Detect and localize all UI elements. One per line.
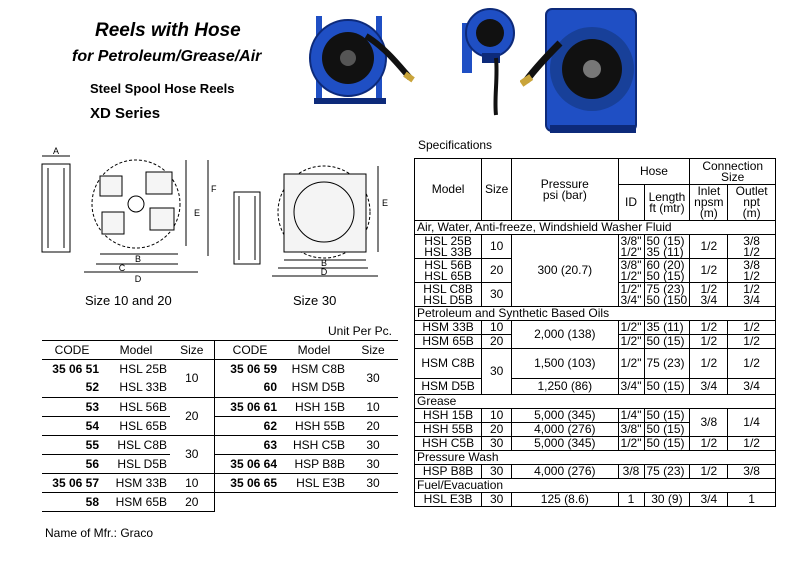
dim-label-e-30: E <box>382 198 389 208</box>
code-cell: 35 06 64 <box>220 455 280 474</box>
diagram-size-30 <box>228 156 398 286</box>
table-row: HSL 25B HSL 33B 10 300 (20.7) 3/8" 1/2" 50 (15) 35 (11) 1/2 3/8 1/2 <box>415 235 776 259</box>
model-cell: HSM C8B <box>291 361 345 376</box>
section-row <box>415 395 776 409</box>
table-row: HSM D5B 1,250 (86) 3/4" 50 (15) 3/4 3/4 <box>415 379 776 395</box>
manufacturer-note: Name of Mfr.: Graco <box>45 526 154 540</box>
model-cell: HSM 65B <box>102 493 170 512</box>
model-cell: HSL D5B <box>102 455 170 474</box>
unit-note: Unit Per Pc. <box>328 324 393 338</box>
code-cell: 58 <box>42 493 102 512</box>
model-cell: HSH 55B <box>280 417 348 436</box>
code-cell: 63 <box>220 436 280 455</box>
col-header-size-2: Size <box>348 341 398 360</box>
spec-table <box>414 158 776 507</box>
model-cell: HSP B8B <box>280 455 348 474</box>
model-cell: HSL 56B <box>102 398 170 417</box>
spec-header-outlet: Outlet npt (m) <box>728 185 776 221</box>
code-cell: 35 06 57 <box>42 474 102 493</box>
size-cell: 10 <box>348 398 398 417</box>
code-cell: 54 <box>42 417 102 436</box>
spec-header-row <box>415 159 776 185</box>
table-row: HSM 65B 20 1/2" 50 (15) 1/2 1/2 <box>415 335 776 349</box>
table-row: HSL C8B HSL D5B 30 1/2" 3/4" 75 (23) 50 (150 1/2 3/4 1/2 3/4 <box>415 283 776 307</box>
table-row <box>42 417 398 436</box>
size-cell: 10 <box>170 360 214 398</box>
section-grease: Grease <box>415 395 776 409</box>
series-label: XD Series <box>90 105 161 122</box>
section-air: Air, Water, Anti-freeze, Windshield Washer Fluid <box>415 221 776 235</box>
product-line: Steel Spool Hose Reels <box>90 81 235 96</box>
code-cell: 35 06 65 <box>220 474 280 493</box>
section-row <box>415 221 776 235</box>
dim-label-d: D <box>134 274 142 284</box>
table-row: HSM 33B 10 2,000 (138) 1/2" 35 (11) 1/2 1/2 <box>415 321 776 335</box>
size-cell: 20 <box>348 417 398 436</box>
table-row <box>42 398 398 417</box>
model-cell: HSL E3B <box>280 474 348 493</box>
codes-table <box>42 340 398 512</box>
table-row <box>42 379 398 398</box>
size-cell: 30 <box>348 360 398 398</box>
dim-label-e: E <box>194 208 201 218</box>
col-header-model: Model <box>102 341 170 360</box>
dim-label-d-30: D <box>320 267 328 277</box>
spec-header-connection: Connection Size <box>690 159 776 185</box>
table-row: HSL 56B HSL 65B 20 3/8" 1/2" 60 (20) 50 (15) 1/2 3/8 1/2 <box>415 259 776 283</box>
model-cell: HSL 33B <box>102 379 170 398</box>
dim-label-c: C <box>118 263 126 273</box>
table-row: HSP B8B 30 4,000 (276) 3/8 75 (23) 1/2 3/8 <box>415 465 776 479</box>
model-cell: HSL 25B <box>119 361 167 376</box>
codes-header-row <box>42 341 398 360</box>
model-cell: HSM D5B <box>280 379 348 398</box>
code-cell: 55 <box>42 436 102 455</box>
spec-title: Specifications <box>418 138 493 152</box>
page-subtitle: for Petroleum/Grease/Air <box>72 48 262 65</box>
page-title: Reels with Hose <box>95 20 241 41</box>
col-header-size: Size <box>170 341 214 360</box>
size-cell: 20 <box>170 398 214 436</box>
spec-header-size: Size <box>482 159 512 221</box>
table-row <box>42 455 398 474</box>
dim-label-a: A <box>52 146 60 156</box>
section-fuel: Fuel/Evacuation <box>415 479 776 493</box>
code-cell: 53 <box>42 398 102 417</box>
code-cell: 35 06 61 <box>220 398 280 417</box>
table-row: HSM C8B 30 1,500 (103) 1/2" 75 (23) 1/2 1/2 <box>415 349 776 379</box>
col-header-model-2: Model <box>280 341 348 360</box>
section-row <box>415 307 776 321</box>
size-cell: 10 <box>170 474 214 493</box>
table-row <box>42 474 398 493</box>
caption-size-30: Size 30 <box>293 293 337 308</box>
model-cell: HSL 65B <box>102 417 170 436</box>
hose-reel-photo-3 <box>520 3 640 138</box>
table-row <box>42 493 398 512</box>
table-row: HSH 15B 10 5,000 (345) 1/4" 50 (15) 3/8 1/4 <box>415 409 776 423</box>
pressure-cell: 300 (20.7) <box>512 235 618 307</box>
section-row <box>415 479 776 493</box>
section-pressure-wash: Pressure Wash <box>415 451 776 465</box>
hose-reel-photo-1 <box>306 8 416 106</box>
table-row: HSH C5B 30 5,000 (345) 1/2" 50 (15) 1/2 1/2 <box>415 437 776 451</box>
dim-label-b-30: B <box>320 258 328 268</box>
spec-header-inlet: Inlet npsm (m) <box>690 185 728 221</box>
code-cell: 52 <box>42 379 102 398</box>
table-row <box>42 360 398 379</box>
model-cell: HSH C5B <box>280 436 348 455</box>
size-cell: 30 <box>348 474 398 493</box>
size-cell: 20 <box>170 493 214 512</box>
table-row: HSL E3B 30 125 (8.6) 1 30 (9) 3/4 1 <box>415 493 776 507</box>
code-cell: 35 06 59 <box>230 361 277 376</box>
spec-header-model: Model <box>415 159 482 221</box>
table-row <box>42 436 398 455</box>
dim-label-f: F <box>211 184 217 194</box>
section-petroleum: Petroleum and Synthetic Based Oils <box>415 307 776 321</box>
spec-header-id: ID <box>618 185 644 221</box>
col-header-code: CODE <box>42 341 102 360</box>
code-cell: 62 <box>220 417 280 436</box>
spec-header-pressure: Pressure psi (bar) <box>512 159 618 221</box>
code-cell: 56 <box>42 455 102 474</box>
model-cell: HSL C8B <box>102 436 170 455</box>
section-row <box>415 451 776 465</box>
size-cell: 30 <box>348 436 398 455</box>
size-cell: 30 <box>170 436 214 474</box>
model-cell: HSM 33B <box>102 474 170 493</box>
code-cell: 35 06 51 <box>52 361 99 376</box>
table-row: HSH 55B 20 4,000 (276) 3/8" 50 (15) <box>415 423 776 437</box>
col-header-code-2: CODE <box>220 341 280 360</box>
size-cell: 30 <box>348 455 398 474</box>
diagram-size-10-20 <box>38 146 218 286</box>
spec-header-length: Length ft (mtr) <box>644 185 690 221</box>
model-cell: HSH 15B <box>280 398 348 417</box>
code-cell: 60 <box>220 379 280 398</box>
caption-size-10-20: Size 10 and 20 <box>85 293 172 308</box>
dim-label-b: B <box>134 254 142 264</box>
spec-header-hose: Hose <box>618 159 690 185</box>
